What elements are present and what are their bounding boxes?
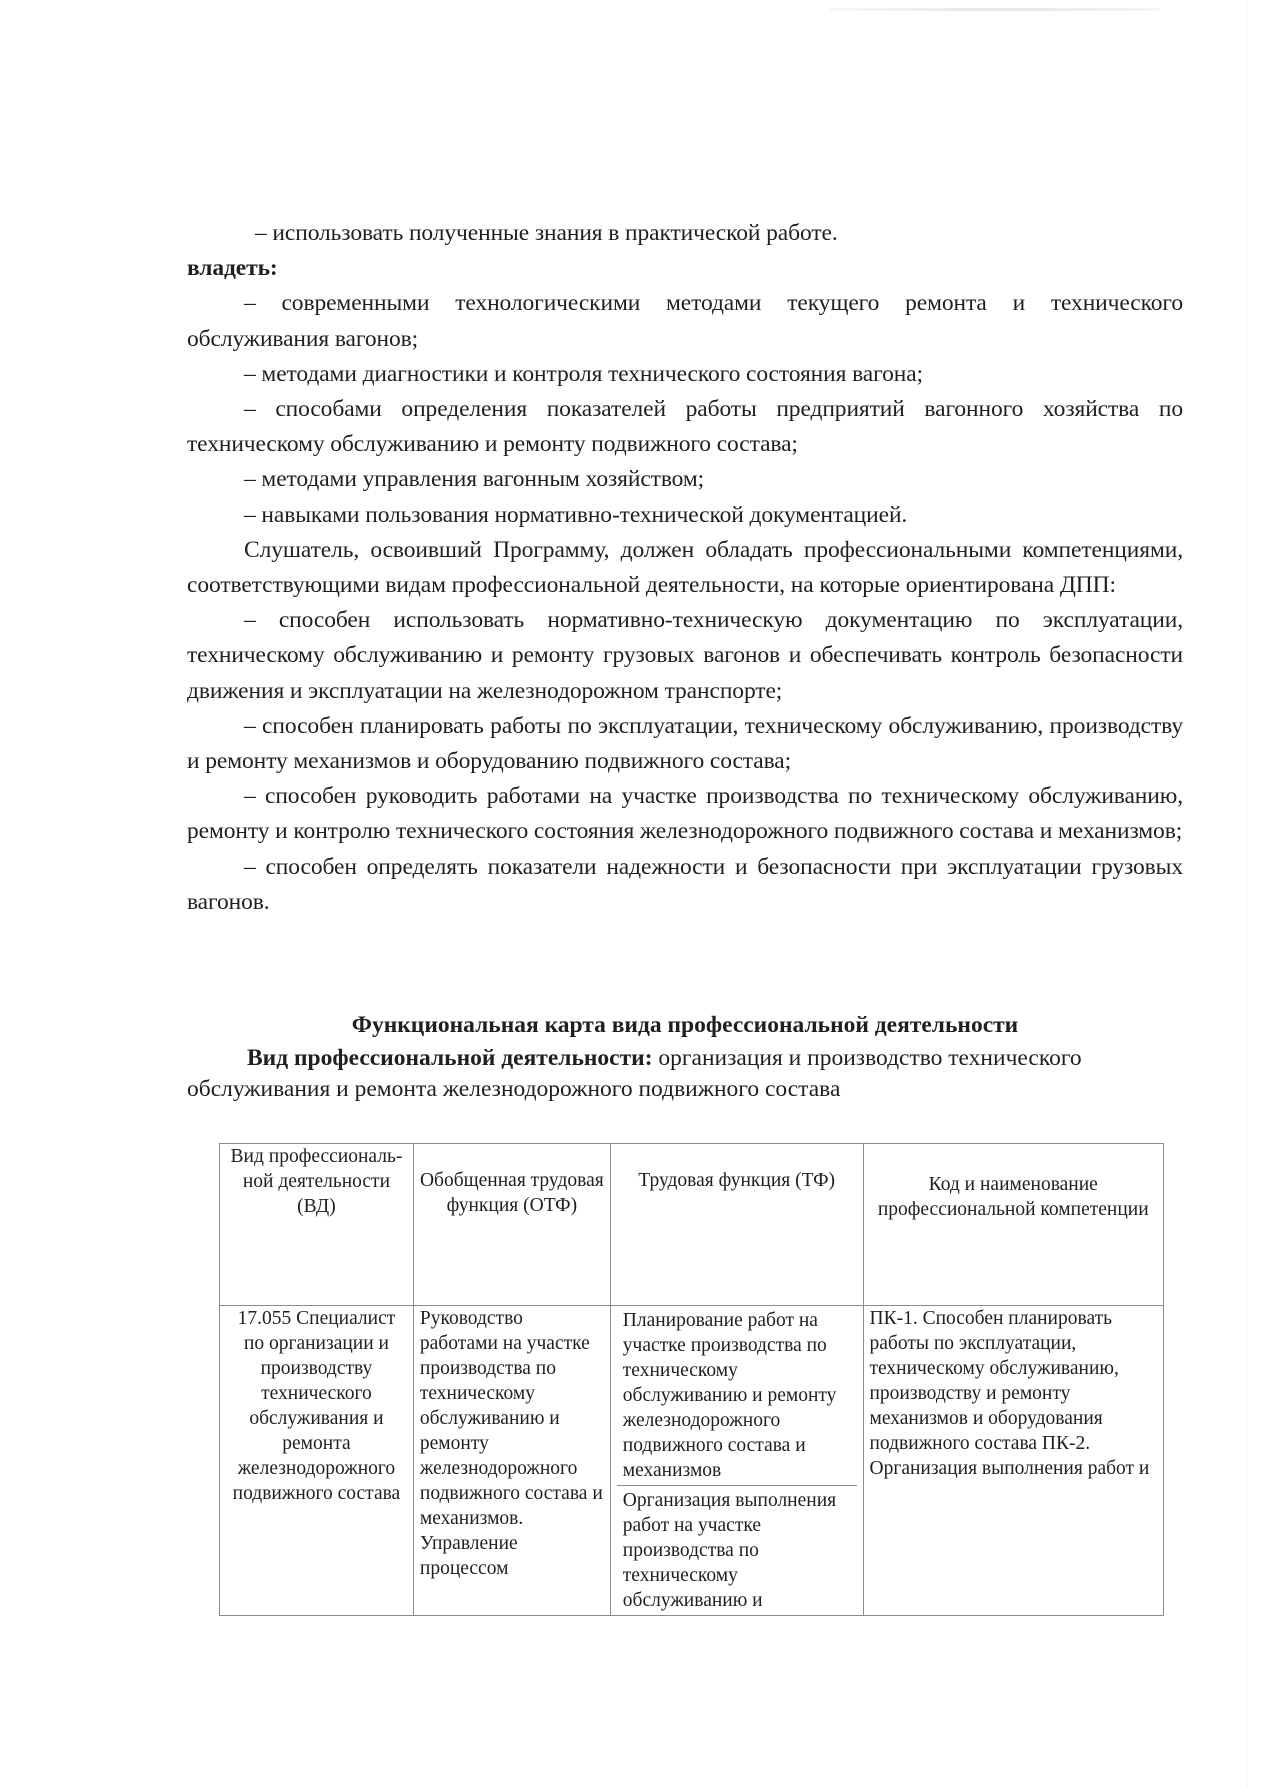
paragraph: – методами диагностики и контроля технического состояния вагона; (244, 360, 923, 387)
activity-type (187, 1043, 1183, 1105)
functional-map-section (187, 1010, 1183, 1105)
paragraph: Слушатель, освоивший Программу, должен обладать профессиональными компетенциями, соответствующими видам профессиональной деятельности, на которые ориентирована ДПП: (187, 536, 1183, 599)
section-label: владеть: (187, 255, 278, 282)
tf-item: Организация выполнения работ на участке производства по техническому обслуживанию и (617, 1485, 857, 1615)
section-title: Функциональная карта вида профессиональной деятельности (351, 1012, 1019, 1038)
cell-tf (610, 1306, 863, 1616)
paragraph: – методами управления вагонным хозяйством; (244, 466, 705, 493)
paragraph: – навыками пользования нормативно-технической документацией. (244, 501, 908, 528)
cell-vd: 17.055 Специалист по организации и производству технического обслуживания и ремонта железнодорожного подвижного состава (220, 1306, 414, 1616)
activity-type-value: организация и производство технического обслуживания и ремонта железнодорожного подвижного состава (187, 1045, 1082, 1102)
scan-artifact (830, 8, 1160, 11)
cell-otf: Руководство работами на участке производства по техническому обслуживанию и ремонту железнодорожного подвижного состава и механизмов. Управление процессом (413, 1306, 610, 1616)
tf-item: Планирование работ на участке производства по техническому обслуживанию и ремонту железнодорожного подвижного состава и механизмов (622, 1310, 837, 1481)
header-pk: Код и наименование профессиональной компетенции (863, 1144, 1164, 1306)
table-row (220, 1306, 1164, 1616)
paragraph: – использовать полученные знания в практической работе. (255, 220, 838, 246)
page-edge (1246, 0, 1247, 1788)
paragraph: – способен использовать нормативно-техническую документацию по эксплуатации, техническому обслуживанию и ремонту грузовых вагонов и обеспечивать контроль безопасности движения и эксплуатации на железнодорожном транспорте; (187, 607, 1183, 704)
header-otf: Обобщенная трудовая функция (ОТФ) (413, 1144, 610, 1306)
paragraph: – современными технологическими методами текущего ремонта и технического обслуживания вагонов; (187, 290, 1183, 352)
activity-type-label: Вид профессиональной деятельности: (247, 1045, 653, 1071)
body-text (187, 216, 1183, 920)
functional-map-table (219, 1143, 1164, 1616)
paragraph: – способами определения показателей работы предприятий вагонного хозяйства по техническому обслуживанию и ремонту подвижного состава; (187, 396, 1183, 458)
header-vd: Вид профессиональ-ной деятельности (ВД) (220, 1144, 414, 1306)
cell-pk: ПК-1. Способен планировать работы по эксплуатации, техническому обслуживанию, производству и ремонту механизмов и оборудования подвижного состава ПК-2. Организация выполнения работ и (863, 1306, 1164, 1616)
header-tf: Трудовая функция (ТФ) (610, 1144, 863, 1306)
paragraph: – способен определять показатели надежности и безопасности при эксплуатации грузовых вагонов. (187, 853, 1183, 915)
paragraph: – способен руководить работами на участке производства по техническому обслуживанию, ремонту и контролю технического состояния железнодорожного подвижного состава и механизмов; (187, 783, 1183, 845)
table-header-row (220, 1144, 1164, 1306)
paragraph: – способен планировать работы по эксплуатации, техническому обслуживанию, производству и ремонту механизмов и оборудованию подвижного состава; (187, 712, 1183, 775)
